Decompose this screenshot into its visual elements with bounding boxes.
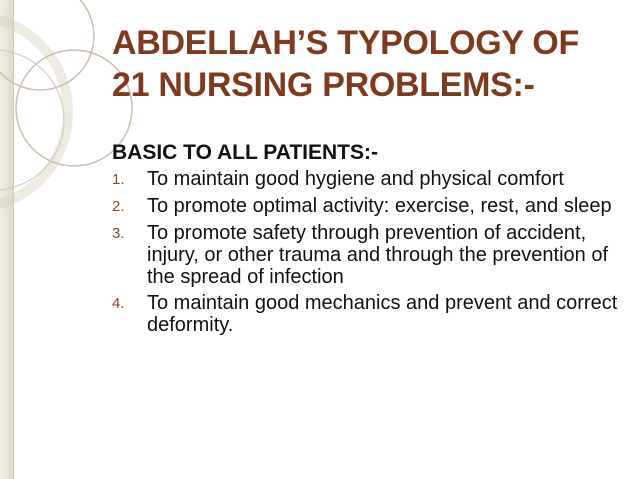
decorative-ring-large: [0, 16, 68, 208]
list-item-text: To maintain good mechanics and prevent and correct deformity.: [147, 292, 618, 336]
list-item: [112, 168, 622, 191]
section-heading: BASIC TO ALL PATIENTS:-: [112, 141, 378, 164]
list-item-text: To promote safety through prevention of accident, injury, or other trauma and through the prevention of the spread of infection: [147, 222, 609, 288]
list-item: [112, 195, 622, 218]
list-item-text: To promote optimal activity: exercise, rest, and sleep: [147, 195, 612, 217]
slide-title: [112, 22, 612, 106]
list-item: [112, 292, 622, 336]
list-item: [112, 222, 622, 288]
title-line-2: 21 NURSING PROBLEMS:-: [112, 66, 535, 104]
slide-content: [112, 140, 622, 340]
nursing-problems-list: [112, 168, 622, 336]
list-item-number: 2.: [112, 198, 125, 215]
title-line-1: ABDELLAH’S TYPOLOGY OF: [112, 24, 579, 62]
list-item-number: 4.: [112, 295, 125, 312]
list-item-number: 1.: [112, 171, 125, 188]
list-item-number: 3.: [112, 225, 125, 242]
list-item-text: To maintain good hygiene and physical comfort: [147, 168, 564, 190]
